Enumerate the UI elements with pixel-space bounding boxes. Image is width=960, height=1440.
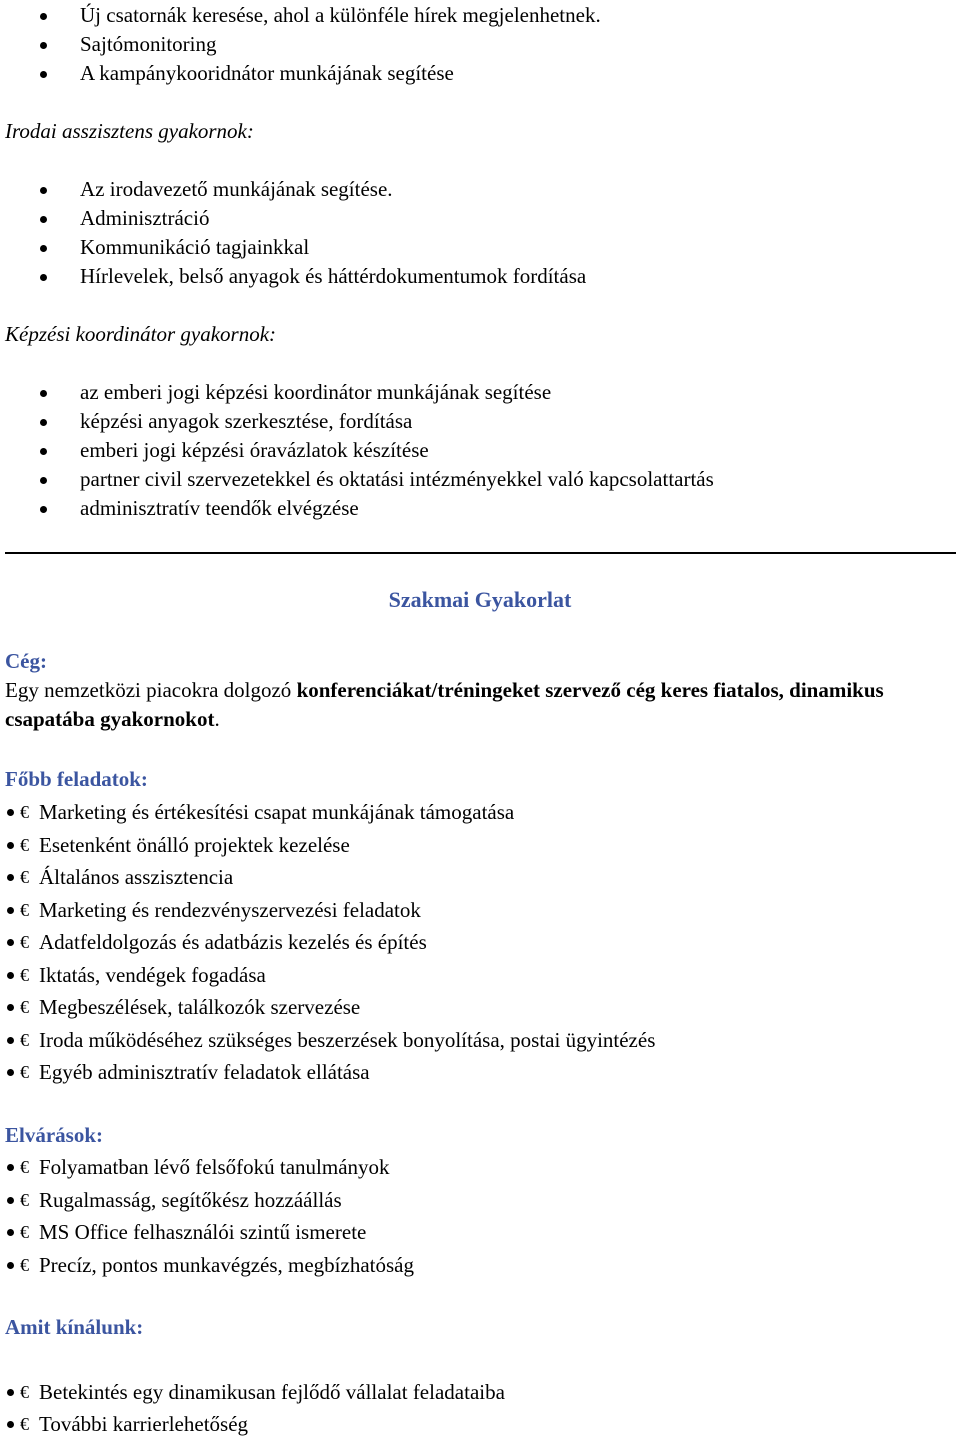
bullet-icon — [7, 1037, 14, 1044]
requirements-label: Elvárások: — [5, 1123, 104, 1147]
company-label: Cég: — [5, 649, 47, 673]
bullet-icon — [40, 245, 47, 252]
bullet-icon — [7, 1069, 14, 1076]
euro-glyph-icon: € — [20, 1222, 29, 1242]
euro-glyph-icon: € — [20, 900, 29, 920]
company-description: Egy nemzetközi piacokra dolgozó konferenciákat/tréningeket szervező cég keres fiatalos, dinamikus csapatába gyakornokot. — [5, 678, 884, 731]
euro-glyph-icon: € — [20, 1255, 29, 1275]
bullet-icon — [7, 939, 14, 946]
bullet-icon — [40, 13, 47, 20]
tasks-label: Főbb feladatok: — [5, 767, 148, 791]
euro-glyph-icon: € — [20, 802, 29, 822]
bullet-icon — [40, 71, 47, 78]
euro-glyph-icon: € — [20, 965, 29, 985]
bullet-icon — [7, 907, 14, 914]
section-heading-training-coordinator: Képzési koordinátor gyakornok: — [5, 322, 277, 346]
bullet-icon — [7, 1004, 14, 1011]
bullet-icon — [40, 42, 47, 49]
section-heading-office-assistant: Irodai asszisztens gyakornok: — [5, 119, 254, 143]
bullet-icon — [40, 216, 47, 223]
euro-glyph-icon: € — [20, 932, 29, 952]
bullet-icon — [7, 1262, 14, 1269]
euro-glyph-icon: € — [20, 1030, 29, 1050]
bullet-icon — [40, 390, 47, 397]
euro-glyph-icon: € — [20, 835, 29, 855]
bullet-icon — [40, 187, 47, 194]
bullet-icon — [40, 477, 47, 484]
euro-glyph-icon: € — [20, 1062, 29, 1082]
section-divider — [5, 552, 956, 554]
bullet-icon — [7, 809, 14, 816]
euro-glyph-icon: € — [20, 1414, 29, 1434]
bullet-icon — [7, 1389, 14, 1396]
bullet-icon — [40, 506, 47, 513]
euro-glyph-icon: € — [20, 997, 29, 1017]
euro-glyph-icon: € — [20, 1190, 29, 1210]
euro-glyph-icon: € — [20, 867, 29, 887]
euro-glyph-icon: € — [20, 1382, 29, 1402]
bullet-icon — [7, 1197, 14, 1204]
bullet-icon — [7, 1164, 14, 1171]
euro-glyph-icon: € — [20, 1157, 29, 1177]
bullet-icon — [7, 1421, 14, 1428]
bullet-icon — [40, 448, 47, 455]
bullet-icon — [40, 419, 47, 426]
bullet-icon — [7, 1229, 14, 1236]
bullet-icon — [40, 274, 47, 281]
offer-label: Amit kínálunk: — [5, 1315, 144, 1339]
bullet-icon — [7, 972, 14, 979]
section-title: Szakmai Gyakorlat — [388, 587, 572, 612]
bullet-icon — [7, 874, 14, 881]
bullet-icon — [7, 842, 14, 849]
